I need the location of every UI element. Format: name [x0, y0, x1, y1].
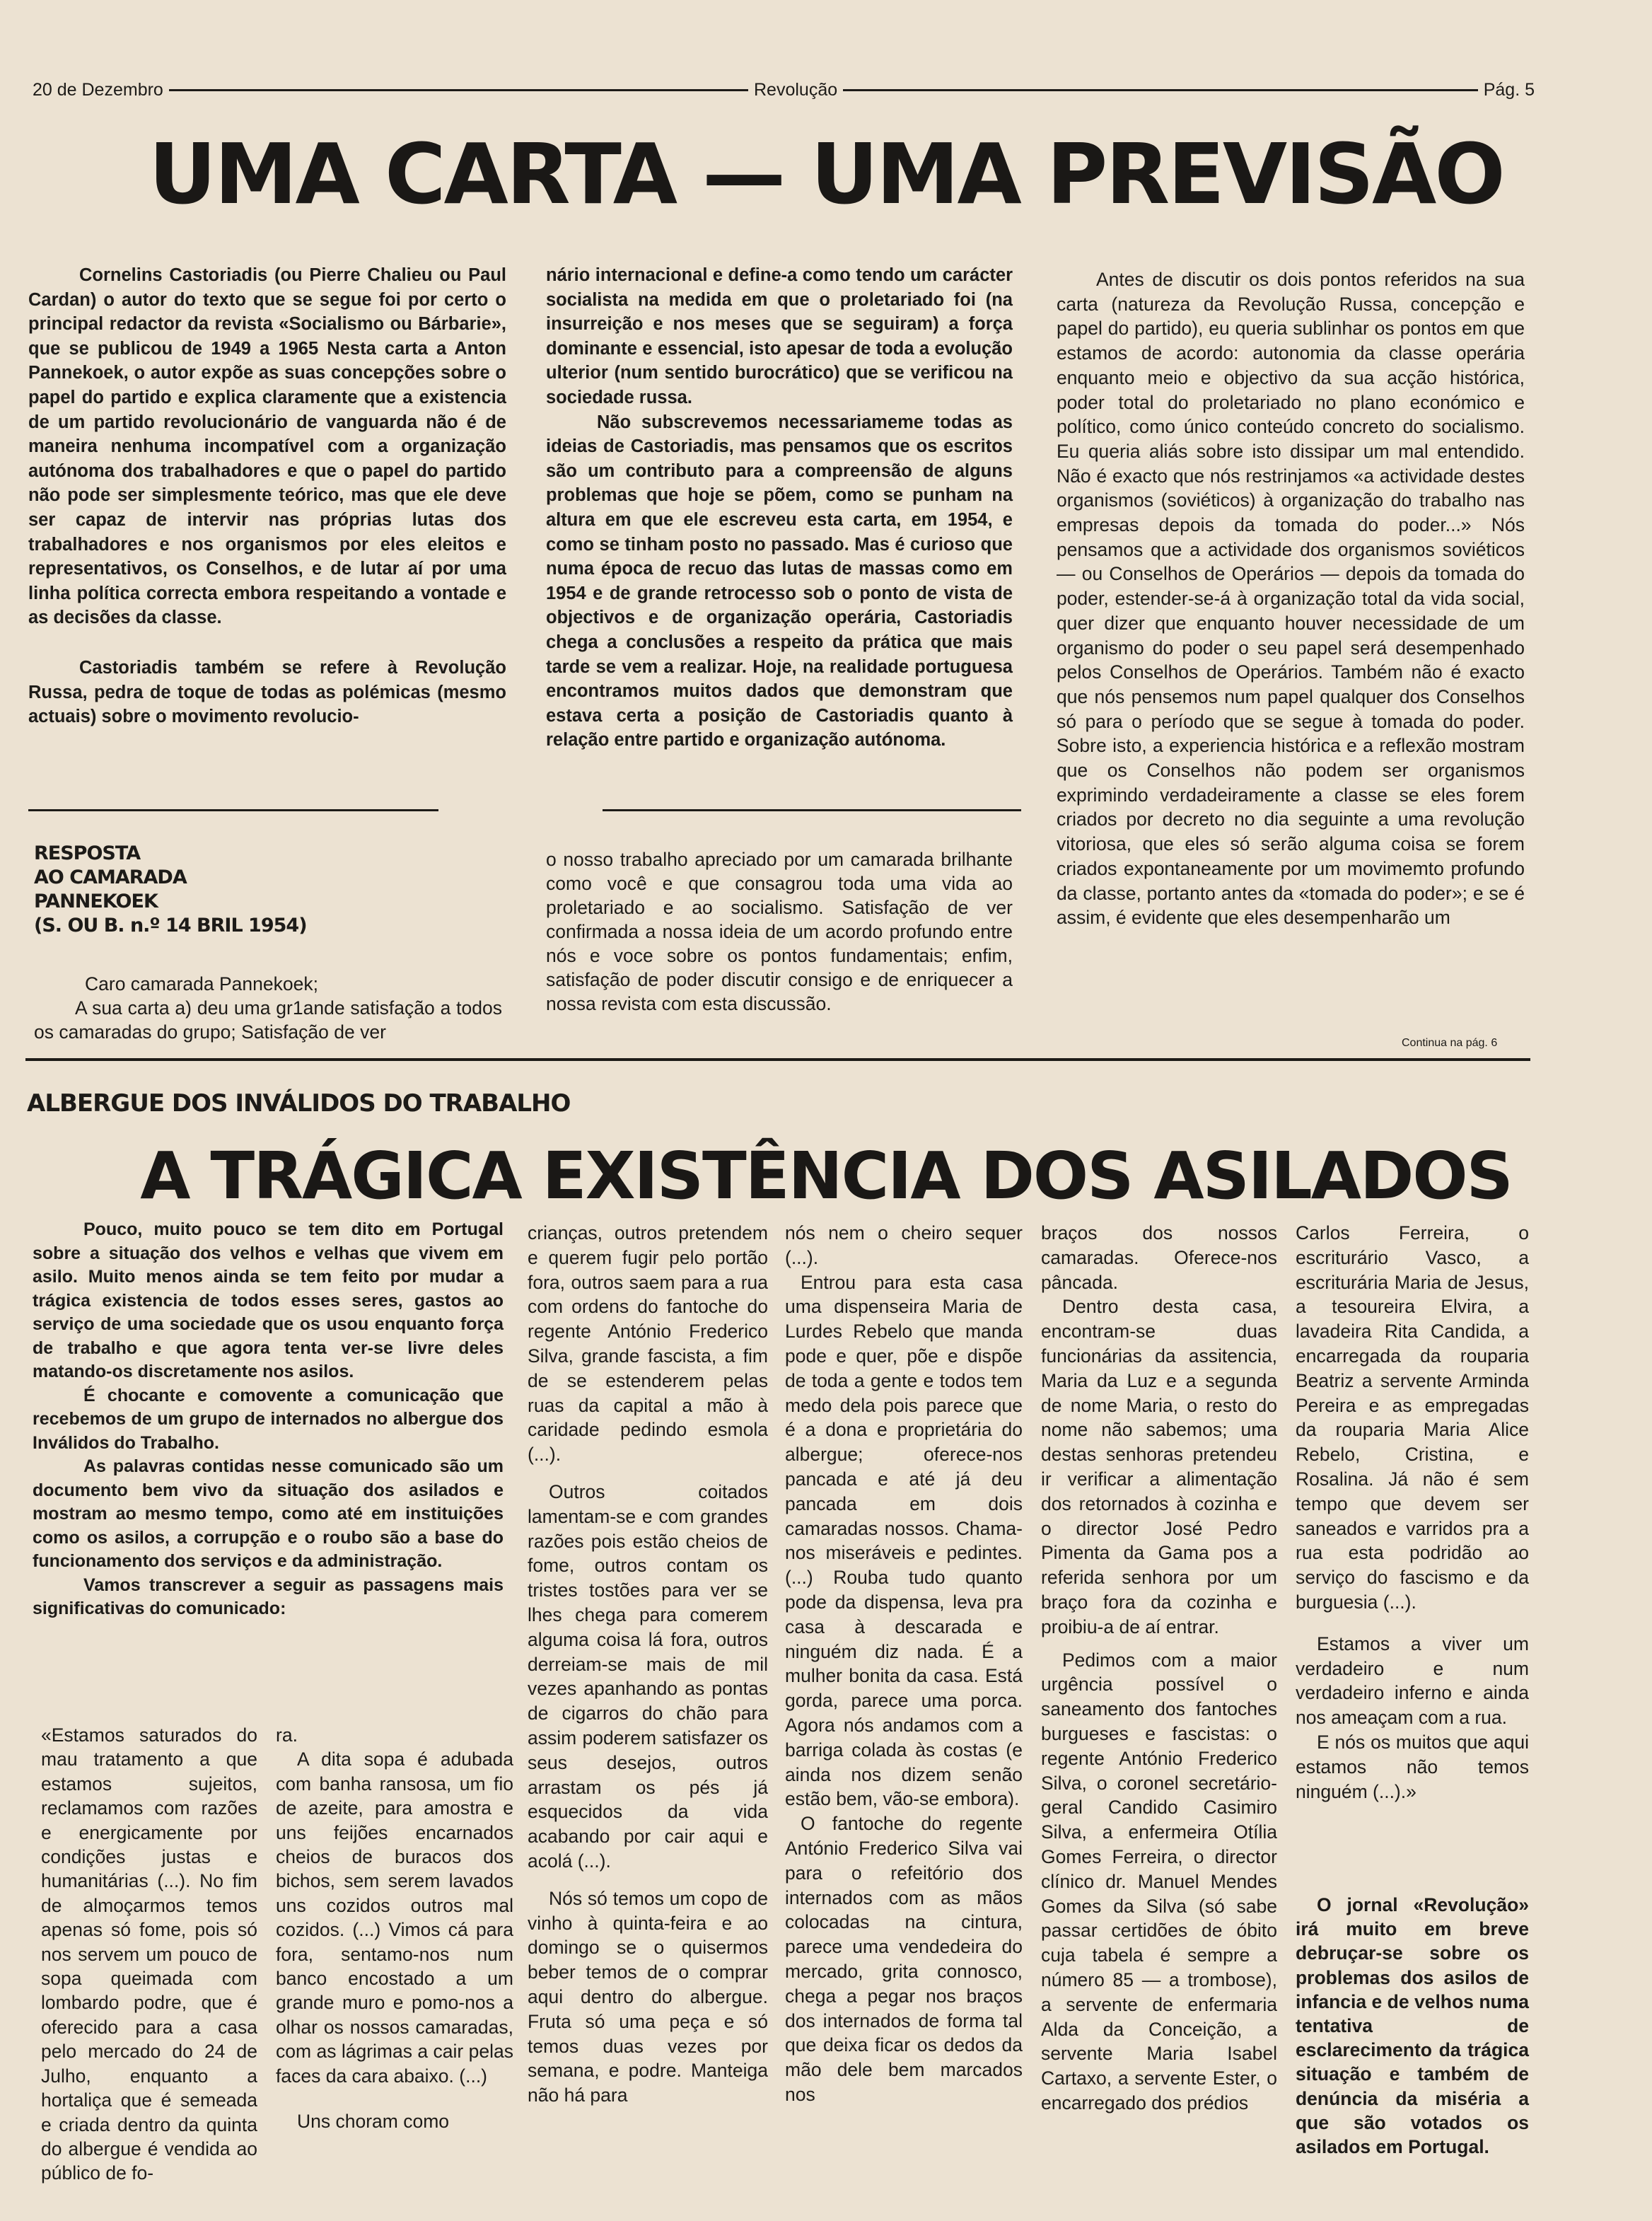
- article2-column-5: [1296, 1221, 1529, 1804]
- article1-title: UMA CARTA — UMA PREVISÃO: [149, 125, 1503, 223]
- article2-column-1b: [276, 1723, 513, 2134]
- quote-paragraph: Pedimos com a maior urgência possível o saneamento dos fantoches burgueses e fascistas: o regente António Frederico Silva, o coronel secretário-geral Candido Casimiro Silva, a enfermeira Otília Gomes Ferreira, o director clínico dr. Manuel Mendes Gomes da Silva (só sabe passar certidões de óbito cuja tabela é sempre a número 85 — a trombose), a servente de enfermaria Alda da Conceição, a servente Maria Isabel Cartaxo, a servente Ester, o encarregado dos prédios: [1041, 1649, 1277, 2113]
- intro-paragraph: Não subscrevemos necessariameme todas as ideias de Castoriadis, mas pensamos que os escritos são um contributo para a compreensão de alguns problemas que hoje se põem, como se punham na altura em que ele escreveu esta carta, em 1954, e como se tinham posto no passado. Mas é curioso que numa época de recuo das lutas de massas como em 1954 e de grande retrocesso sob o ponto de vista de objectivos e de organização operária, Castoriadis chega a conclusões a respeito da prática que mais tarde se vem a realizar. Hoje, na realidade portuguesa encontramos muitos dados que demonstram que estava certa a posição de Castoriadis quanto à relação entre partido e organização autónoma.: [546, 412, 1013, 750]
- article2-intro: [33, 1218, 504, 1621]
- letter-heading-line: RESPOSTA: [34, 842, 141, 864]
- column-rule: [28, 809, 438, 811]
- section-divider: [25, 1058, 1530, 1061]
- article2-title: A TRÁGICA EXISTÊNCIA DOS ASILADOS: [140, 1138, 1512, 1214]
- letter-column-1: [34, 972, 502, 1044]
- column-rule: [603, 809, 1021, 811]
- intro-paragraph: Castoriadis também se refere à Revolução Russa, pedra de toque de todas as polémicas (mesmo actuais) sobre o movimento revolucio-: [28, 657, 506, 727]
- intro-paragraph: As palavras contidas nesse comunicado são um documento bem vivo da situação dos asilados e mostram ao mesmo tempo, como até em instituições como os asilos, a corrupção e o roubo são a base do funcionamento dos serviços e da administração.: [33, 1456, 504, 1571]
- article2-column-3: [785, 1221, 1023, 2107]
- quote-paragraph: Uns choram como: [297, 2111, 450, 2133]
- article2-kicker: ALBERGUE DOS INVÁLIDOS DO TRABALHO: [27, 1089, 571, 1118]
- article2-column-1a: [41, 1723, 257, 2186]
- quote-paragraph: Carlos Ferreira, o escriturário Vasco, a escriturária Maria de Jesus, a tesoureira Elvira, a lavadeira Rita Candida, a encarregada da rouparia Beatriz a servente Arminda Pereira e as empregadas da rouparia Maria Alice Rebelo, Cristina, e Rosalina. Já não é sem tempo que devem ser saneados e varridos pra a rua esta podridão ao serviço do fascismo e da burguesia (...).: [1296, 1222, 1529, 1613]
- intro-paragraph: Vamos transcrever a seguir as passagens mais significativas do comunicado:: [33, 1575, 504, 1618]
- header-paper-name: Revolução: [748, 79, 843, 100]
- letter-heading: [34, 842, 307, 938]
- letter-paragraph: A sua carta a) deu uma gr1ande satisfação a todos os camaradas do grupo; Satisfação de ver: [34, 997, 502, 1043]
- letter-heading-line: AO CAMARADA: [34, 866, 187, 888]
- quote-paragraph: Estamos a viver um verdadeiro e num verdadeiro inferno e ainda nos ameaçam com a rua.: [1296, 1633, 1529, 1729]
- article1-intro-column-1: [28, 263, 506, 729]
- quote-paragraph: braços dos nossos camaradas. Oferece-nos pâncada.: [1041, 1222, 1277, 1293]
- editor-note: [1296, 1893, 1529, 2159]
- header-page-number: Pág. 5: [1478, 79, 1540, 100]
- quote-paragraph: ra.: [276, 1724, 298, 1746]
- article2-column-2: [528, 1221, 768, 2108]
- letter-column-2: [546, 847, 1013, 1016]
- letter-paragraph: o nosso trabalho apreciado por um camarada brilhante como você e que consagrou toda uma vida ao proletariado e ao socialismo. Satisfação de ver confirmada a nossa ideia de um acordo profundo entre nós e voce sobre os pontos fundamentais; enfim, satisfação de poder discutir consigo e de enriquecer a nossa revista com esta discussão.: [546, 849, 1013, 1014]
- intro-paragraph: Cornelins Castoriadis (ou Pierre Chalieu ou Paul Cardan) o autor do texto que se segue foi por certo o principal redactor da revista «Socialismo ou Bárbarie», que se publicou de 1949 a 1965 Nesta carta a Anton Pannekoek, o autor expõe as suas concepções sobre o papel do partido e explica claramente que a existencia de um partido revolucionário de vanguarda não é de maneira nenhuma incompatível com a organização autónoma dos trabalhadores e que o papel do partido não pode ser simplesmente teórico, mas que ele deve ser capaz de intervir nas próprias lutas dos trabalhadores e nos organismos por eles eleitos e representativos, os Conselhos, e de lutar aí por uma linha política correcta embora respeitando a vontade e as decisões da classe.: [28, 265, 506, 628]
- quote-paragraph: «Estamos saturados do mau tratamento a que estamos sujeitos, reclamamos com razões e energicamente por condições justas e humanitárias (...). No fim de almoçarmos temos apenas só fome, pois só nos servem um pouco de sopa queimada com lombardo podre, que é oferecido para a casa pelo mercado do 24 de Julho, enquanto a hortaliça que é semeada e criada dentro da quinta do albergue é vendida ao público de fo-: [41, 1724, 257, 2184]
- quote-paragraph: O fantoche do regente António Frederico Silva vai para o refeitório dos internados com as mãos colocadas na cintura, parece uma vendedeira do mercado, grita connosco, chega a pegar nos braços dos internados de forma tal que deixa ficar os dedos da mão dele bem marcados nos: [785, 1813, 1023, 2105]
- intro-paragraph: nário internacional e define-a como tendo um carácter socialista na medida em que o proletariado foi (na insurreição e nos meses que se seguiram) a força dominante e essencial, isto apesar de toda a evolução ulterior (num sentido burocrático) que se verificou na sociedade russa.: [546, 265, 1013, 407]
- editor-note-text: O jornal «Revolução» irá muito em breve debruçar-se sobre os problemas dos asilos de infancia e de velhos numa tentativa de esclarecimento da trágica situação e também de denúncia da miséria a que são votados os asilados em Portugal.: [1296, 1894, 1529, 2158]
- header-date: 20 de Dezembro: [27, 79, 169, 100]
- article2-column-4: [1041, 1221, 1277, 2116]
- letter-paragraph: Antes de discutir os dois pontos referidos na sua carta (natureza da Revolução Russa, concepção e papel do partido), eu queria sublinhar os pontos em que estamos de acordo: autonomia da classe operária enquanto meio e objectivo da sua acção histórica, poder total do proletariado no plano económico e político, como único conteúdo concreto do socialismo. Eu queria aliás sobre isto dissipar um mal entendido. Não é exacto que nós restrinjamos «a actividade destes organismos (soviéticos) à organização do trabalho nas empresas depois da tomada do poder...» Nós pensamos que a actividade dos organismos soviéticos — ou Conselhos de Operários — depois da tomada do poder, estender-se-á à organização total da vida social, quer dizer que enquanto houver necessidade de um organismo do poder o seu papel será desempenhado pelos Conselhos de Operários. Também não é exacto que nós pensemos num papel qualquer dos Conselhos só para o período que se segue à tomada do poder. Sobre isto, a experiencia histórica e a reflexão mostram que os Conselhos não podem ser organismos exprimindo verdadeiramente a classe se eles forem criados por decreto no dia seguinte a uma revolução vitoriosa, que eles só serão alguma coisa se forem criados expontaneamente por um movimemto profundo da classe, portanto antes da «tomada do poder»; e se é assim, é evidente que eles desempenharão um: [1057, 269, 1525, 929]
- article1-intro-column-2: [546, 263, 1013, 753]
- page-header: [27, 79, 1540, 100]
- letter-heading-line: (S. OU B. n.º 14 BRIL 1954): [34, 915, 307, 936]
- quote-paragraph: crianças, outros pretendem e querem fugir pelo portão fora, outros saem para a rua com ordens do fantoche do regente António Frederico Silva, grande fascista, a fim de se estenderem pelas ruas da capital a mão à caridade pedindo esmola (...).: [528, 1222, 768, 1466]
- quote-paragraph: Outros coitados lamentam-se e com grandes razões pois estão cheios de fome, outros contam os tristes tostões para ver se lhes chega para comerem alguma coisa lá fora, outros derreiam-se mais de mil vezes apanhando as pontas de cigarros do chão para assim poderem satisfazer os seus desejos, outros arrastam os pés já esquecidos da vida acabando por cair aqui e acolá (...).: [528, 1480, 768, 1872]
- intro-paragraph: É chocante e comovente a comunicação que recebemos de um grupo de internados no albergue dos Inválidos do Trabalho.: [33, 1385, 504, 1453]
- intro-paragraph: Pouco, muito pouco se tem dito em Portugal sobre a situação dos velhos e velhas que vivem em asilo. Muito menos ainda se tem feito por mudar a trágica existencia de todos esses seres, gastos ao serviço de uma sociedade que os usou enquanto força de trabalho e que agora tenta ver-se livre deles matando-os discretamente nos asilos.: [33, 1219, 504, 1381]
- quote-paragraph: A dita sopa é adubada com banha ransosa, um fio de azeite, para amostra e uns feijões encarnados cheios de buracos dos bichos, sem serem lavados uns cozidos outros mal cozidos. (...) Vimos cá para fora, sentamo-nos num banco encostado a um grande muro e pomo-nos a olhar os nossos camaradas, com as lágrimas a cair pelas faces da cara abaixo. (...): [276, 1749, 513, 2087]
- letter-salutation: Caro camarada Pannekoek;: [85, 973, 318, 994]
- quote-paragraph: Entrou para esta casa uma dispenseira Maria de Lurdes Rebelo que manda pode e quer, põe e dispõe de toda a gente e todos tem medo dela pois parece que é a dona e proprietária do albergue; oferece-nos pancada e até já deu pancada em dois camaradas nossos. Chama-nos miseráveis e pedintes. (...) Rouba tudo quanto pode da dispensa, leva pra casa à descarada e ninguém diz nada. É a mulher bonita da casa. Está gorda, parece uma porca. Agora nós andamos com a barriga colada às costas (e ainda nos dizem senão estão bem, vão-se embora).: [785, 1271, 1023, 1810]
- quote-paragraph: Nós só temos um copo de vinho à quinta-feira e ao domingo se o quisermos beber temos de o comprar aqui dentro do albergue. Fruta só uma peça e só temos duas vezes por semana, e podre. Manteiga não há para: [528, 1887, 768, 2106]
- quote-paragraph: nós nem o cheiro sequer (...).: [785, 1222, 1023, 1268]
- continued-on-page-note: Continua na pág. 6: [1402, 1037, 1498, 1049]
- quote-paragraph: Dentro desta casa, encontram-se duas funcionárias da assitencia, Maria da Luz e a segunda de nome Maria, o resto do nome não sabemos; uma destas senhoras pretendeu ir verificar a alimentação dos retornados à cozinha e o director José Pedro Pimenta da Gama pos a referida senhora por um braço fora da cozinha e proibiu-a de aí entrar.: [1041, 1296, 1277, 1637]
- quote-paragraph: E nós os muitos que aqui estamos não temos ninguém (...).»: [1296, 1731, 1529, 1802]
- letter-heading-line: PANNEKOEK: [34, 891, 158, 912]
- article1-column-3: [1057, 267, 1525, 930]
